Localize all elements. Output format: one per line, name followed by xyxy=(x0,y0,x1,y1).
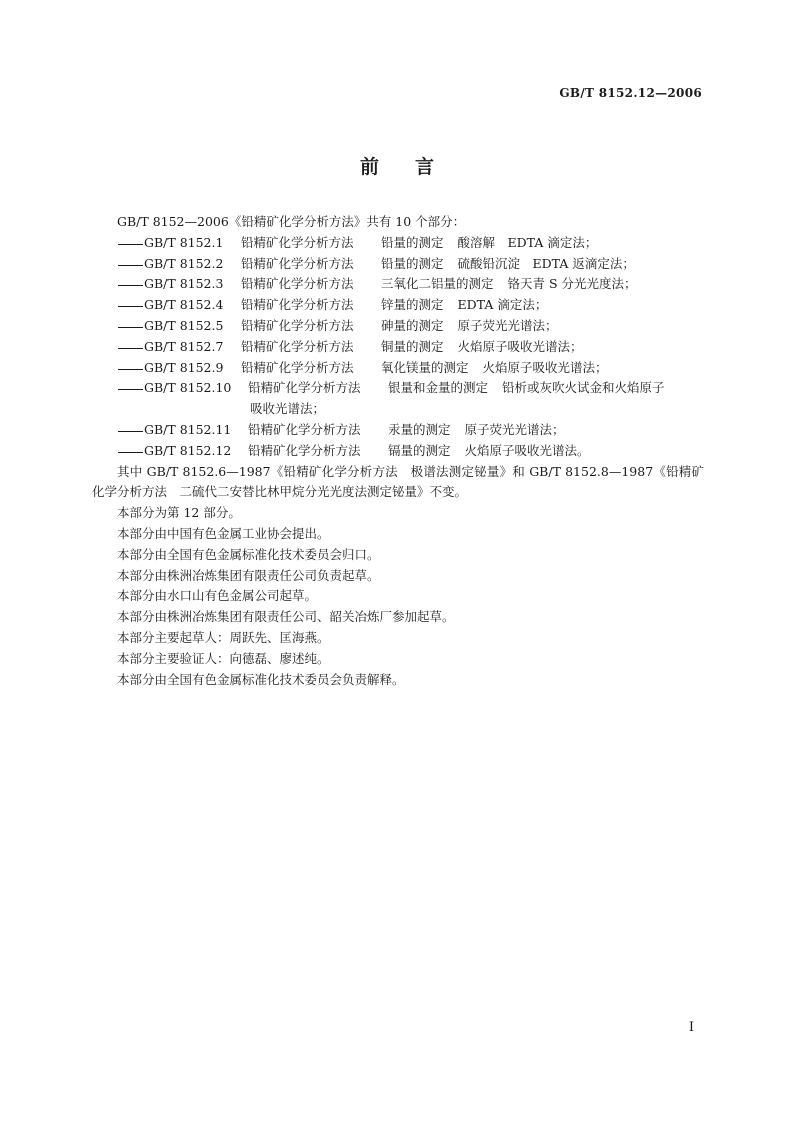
em-dash-mark xyxy=(117,316,144,337)
part-code: GB/T 8152.7 xyxy=(144,338,224,354)
part-title: 铅精矿化学分析方法 xyxy=(248,442,361,458)
em-dash-mark xyxy=(117,441,144,462)
part-method: 原子荧光光谱法； xyxy=(457,317,558,333)
statement-line: 本部分由株洲冶炼集团有限责任公司、韶关冶炼厂参加起草。 xyxy=(117,609,455,625)
statements-list xyxy=(92,503,704,690)
part-code: GB/T 8152.4 xyxy=(144,297,224,313)
foreword-body xyxy=(92,212,704,690)
part-measure: 铅量的测定 xyxy=(381,234,444,250)
statement-line: 本部分由中国有色金属工业协会提出。 xyxy=(117,525,330,541)
statement-line: 本部分由全国有色金属标准化技术委员会归口。 xyxy=(117,546,380,562)
page-number: I xyxy=(688,1020,694,1035)
intro-line: GB/T 8152—2006《铅精矿化学分析方法》共有 10 个部分： xyxy=(117,214,466,229)
part-code: GB/T 8152.1 xyxy=(144,234,224,250)
part-measure: 氧化镁量的测定 xyxy=(381,359,469,375)
part-code: GB/T 8152.12 xyxy=(144,442,232,458)
part-measure: 汞量的测定 xyxy=(388,421,451,437)
part-title: 铅精矿化学分析方法 xyxy=(248,380,361,396)
em-dash-mark xyxy=(117,420,144,441)
part-list-item xyxy=(92,274,704,295)
part-list-item xyxy=(92,420,704,441)
part-list-item xyxy=(92,233,704,254)
part-title: 铅精矿化学分析方法 xyxy=(241,255,354,271)
part-method: 火焰原子吸收光谱法； xyxy=(457,338,583,354)
statement-line: 本部分由水口山有色金属公司起草。 xyxy=(117,588,318,604)
em-dash-mark xyxy=(117,295,144,316)
parts-list xyxy=(92,233,704,462)
part-method: 铬天青 S 分光光度法； xyxy=(507,276,637,292)
em-dash-mark xyxy=(117,358,144,379)
note-paragraph: 其中 GB/T 8152.6—1987《铅精矿化学分析方法 极谱法测定铋量》和 GB/T 8152.8—1987《铅精矿化学分析方法 二硫代二安替比林甲烷分光光度法测定铋量》不变。 xyxy=(92,463,704,500)
part-measure: 铅量的测定 xyxy=(381,255,444,271)
part-code: GB/T 8152.5 xyxy=(144,317,224,333)
part-code: GB/T 8152.2 xyxy=(144,255,224,271)
statement-line: 本部分由株洲冶炼集团有限责任公司负责起草。 xyxy=(117,567,380,583)
part-code: GB/T 8152.11 xyxy=(144,421,232,437)
part-title: 铅精矿化学分析方法 xyxy=(241,234,354,250)
part-measure: 砷量的测定 xyxy=(381,317,444,333)
part-list-item xyxy=(92,316,704,337)
em-dash-mark xyxy=(117,378,144,399)
part-method: EDTA 滴定法； xyxy=(457,297,548,313)
part-title: 铅精矿化学分析方法 xyxy=(248,421,361,437)
part-code: GB/T 8152.9 xyxy=(144,359,224,375)
part-measure: 银量和金量的测定 xyxy=(388,380,489,396)
part-list-item xyxy=(92,441,704,462)
part-measure: 三氧化二铝量的测定 xyxy=(381,276,494,292)
part-method: 硫酸铅沉淀 EDTA 返滴定法； xyxy=(457,255,635,271)
statement-line: 本部分主要起草人：周跃先、匡海燕。 xyxy=(117,629,330,645)
part-method: 铅析或灰吹火试金和火焰原子 xyxy=(502,380,665,396)
standard-number: GB/T 8152.12—2006 xyxy=(559,86,702,100)
statement-line: 本部分由全国有色金属标准化技术委员会负责解释。 xyxy=(117,671,405,687)
em-dash-mark xyxy=(117,337,144,358)
part-measure: 镉量的测定 xyxy=(388,442,451,458)
part-code: GB/T 8152.10 xyxy=(144,380,232,396)
em-dash-mark xyxy=(117,233,144,254)
part-method: 火焰原子吸收光谱法； xyxy=(482,359,608,375)
em-dash-mark xyxy=(117,274,144,295)
em-dash-mark xyxy=(117,254,144,275)
part-method: 酸溶解 EDTA 滴定法； xyxy=(457,234,598,250)
part-list-item xyxy=(92,337,704,358)
part-list-item xyxy=(92,254,704,275)
part-method-continued: 吸收光谱法； xyxy=(250,401,326,417)
part-method: 原子荧光光谱法； xyxy=(464,421,565,437)
part-title: 铅精矿化学分析方法 xyxy=(241,276,354,292)
page-title: 前言 xyxy=(359,156,470,178)
part-title: 铅精矿化学分析方法 xyxy=(241,317,354,333)
part-code: GB/T 8152.3 xyxy=(144,276,224,292)
part-list-item xyxy=(92,295,704,316)
part-measure: 铜量的测定 xyxy=(381,338,444,354)
part-title: 铅精矿化学分析方法 xyxy=(241,297,354,313)
statement-line: 本部分主要验证人：向德磊、廖述纯。 xyxy=(117,650,330,666)
statement-line: 本部分为第 12 部分。 xyxy=(117,505,241,521)
part-title: 铅精矿化学分析方法 xyxy=(241,338,354,354)
part-list-item xyxy=(92,358,704,379)
part-method: 火焰原子吸收光谱法。 xyxy=(464,442,590,458)
part-measure: 锌量的测定 xyxy=(381,297,444,313)
part-title: 铅精矿化学分析方法 xyxy=(241,359,354,375)
part-list-item xyxy=(92,378,704,399)
